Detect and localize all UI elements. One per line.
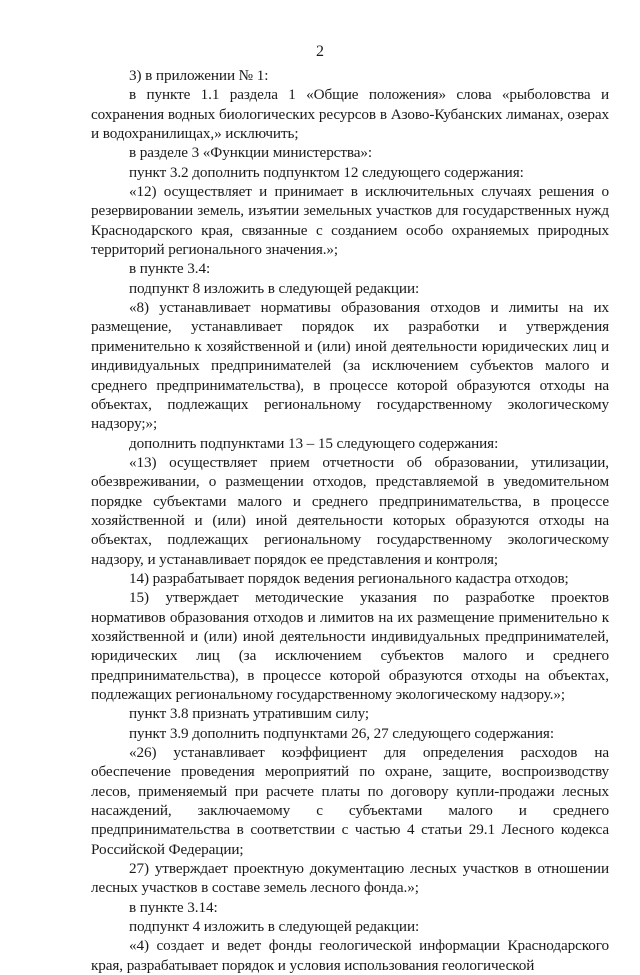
paragraph: 27) утверждает проектную документацию лесных участков в отношении лесных участков в составе земель лесного фонда.»; (91, 860, 609, 897)
paragraph: пункт 3.2 дополнить подпунктом 12 следующего содержания: (129, 163, 524, 181)
paragraph: дополнить подпунктами 13 – 15 следующего содержания: (129, 434, 499, 452)
paragraph: подпункт 8 изложить в следующей редакции: (129, 279, 420, 297)
paragraph: «4) создает и ведет фонды геологической информации Краснодарского края, разрабатывает порядок и условия использования геологической (91, 937, 609, 974)
paragraph: «13) осуществляет прием отчетности об образовании, утилизации, обезвреживании, о размещении отходов, представляемой в уведомительном порядке субъектами малого и среднего предпринимательства, в процессе хозяйственной и (или) иной деятельности которых образуются отходы на объектах, подлежащих региональному государственному экологическому надзору, и устанавливает порядок ее представления и контроля; (91, 453, 609, 568)
paragraph: пункт 3.8 признать утратившим силу; (129, 705, 370, 723)
paragraph: «8) устанавливает нормативы образования отходов и лимиты на их размещение, устанавливает порядок их разработки и утверждения применительно к хозяйственной и (или) иной деятельности юридических лиц и индивидуальных предпринимателей (за исключением субъектов малого и среднего предпринимательства), в процессе которой образуются отходы на объектах, подлежащих региональному государственному экологическому надзору;»; (91, 299, 609, 433)
paragraph: в пункте 3.14: (129, 898, 218, 916)
paragraph: 3) в приложении № 1: (129, 67, 269, 84)
paragraph: подпункт 4 изложить в следующей редакции: (129, 918, 420, 936)
paragraph: в пункте 1.1 раздела 1 «Общие положения» слова «рыболовства и сохранения водных биологических ресурсов в Азово-Кубанских лиманах, озерах и водохранилищах,» исключить; (91, 86, 609, 143)
document-body (91, 66, 609, 975)
paragraph: «12) осуществляет и принимает в исключительных случаях решения о резервировании земель, изъятии земельных участков для государственных нужд Краснодарского края, связанные с созданием особо охраняемых природных территорий регионального значения.»; (91, 183, 609, 259)
paragraph: пункт 3.9 дополнить подпунктами 26, 27 следующего содержания: (129, 724, 554, 742)
paragraph: 14) разрабатывает порядок ведения регионального кадастра отходов; (129, 569, 569, 587)
paragraph: в разделе 3 «Функции министерства»: (129, 144, 372, 162)
paragraph: «26) устанавливает коэффициент для определения расходов на обеспечение проведения мероприятий по охране, защите, воспроизводству лесов, применяемый при расчете платы по договору купли-продажи лесных насаждений, заключаемому с субъектами малого и среднего предпринимательства в соответствии с частью 4 статьи 29.1 Лесного кодекса Российской Федерации; (91, 744, 609, 858)
page-number: 2 (316, 43, 324, 60)
paragraph: 15) утверждает методические указания по разработке проектов нормативов образования отходов и лимитов на их размещение применительно к хозяйственной и (или) иной деятельности индивидуальных предпринимателей, юридических лиц (за исключением субъектов малого и среднего предпринимательства), в процессе которой образуются отходы на объектах, подлежащих региональному государственному экологическому надзору.»; (91, 589, 609, 703)
paragraph: в пункте 3.4: (129, 260, 211, 278)
